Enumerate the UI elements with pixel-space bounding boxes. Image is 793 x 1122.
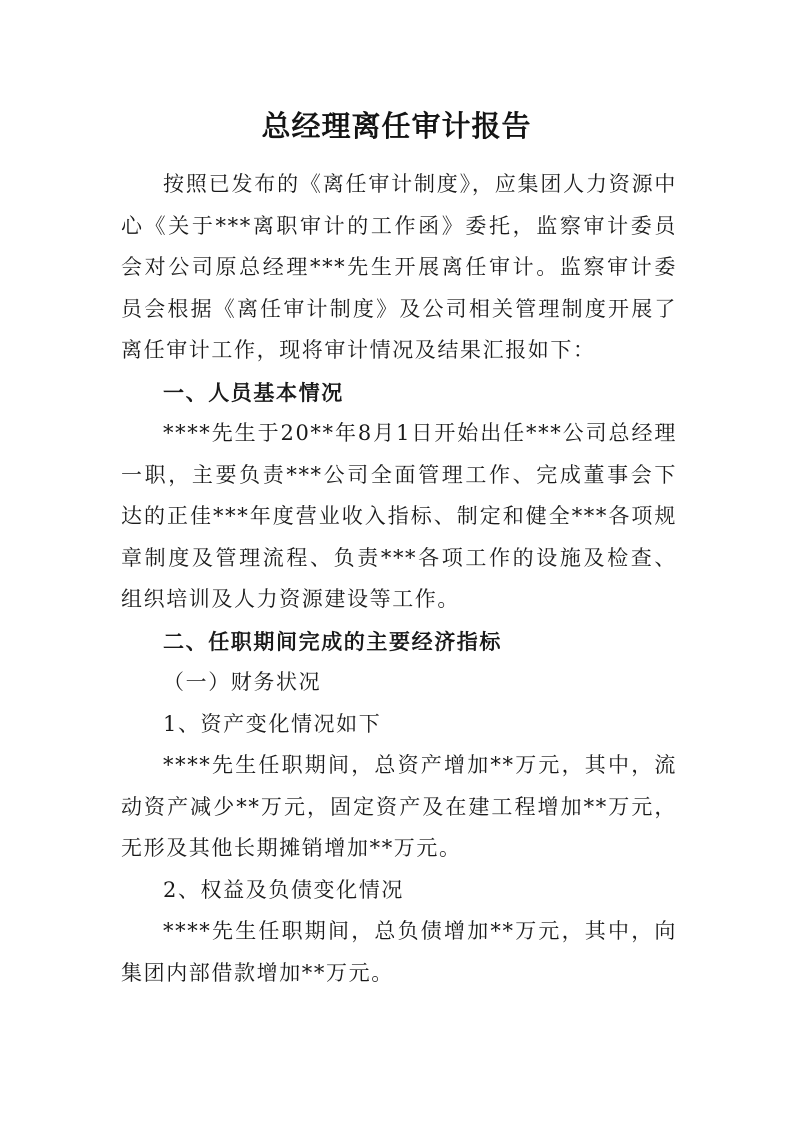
section-1-heading: 一、人员基本情况 bbox=[163, 379, 344, 405]
section-1-paragraph: ****先生于20**年8月1日开始出任***公司总经理一职，主要负责***公司全面管理工作、完成董事会下达的正佳***年度营业收入指标、制定和健全***各项规章制度及管理流程、负责***各项工作的设施及检查、组织培训及人力资源建设等工作。 bbox=[121, 421, 677, 611]
document-body bbox=[121, 164, 677, 994]
financial-status-subheading: （一）财务状况 bbox=[163, 670, 322, 694]
document-title: 总经理离任审计报告 bbox=[261, 109, 532, 143]
liability-change-paragraph: ****先生任职期间，总负债增加**万元，其中，向集团内部借款增加**万元。 bbox=[121, 919, 677, 985]
liability-change-title: 2、权益及负债变化情况 bbox=[163, 877, 404, 902]
asset-change-title: 1、资产变化情况如下 bbox=[163, 711, 382, 736]
asset-change-paragraph: ****先生任职期间，总资产增加**万元，其中，流动资产减少**万元，固定资产及在建工程增加**万元，无形及其他长期摊销增加**万元。 bbox=[121, 753, 677, 860]
section-2-heading: 二、任职期间完成的主要经济指标 bbox=[163, 628, 502, 654]
intro-paragraph: 按照已发布的《离任审计制度》，应集团人力资源中心《关于***离职审计的工作函》委托，监察审计委员会对公司原总经理***先生开展离任审计。监察审计委员会根据《离任审计制度》及公司相关管理制度开展了离任审计工作，现将审计情况及结果汇报如下： bbox=[121, 172, 677, 362]
